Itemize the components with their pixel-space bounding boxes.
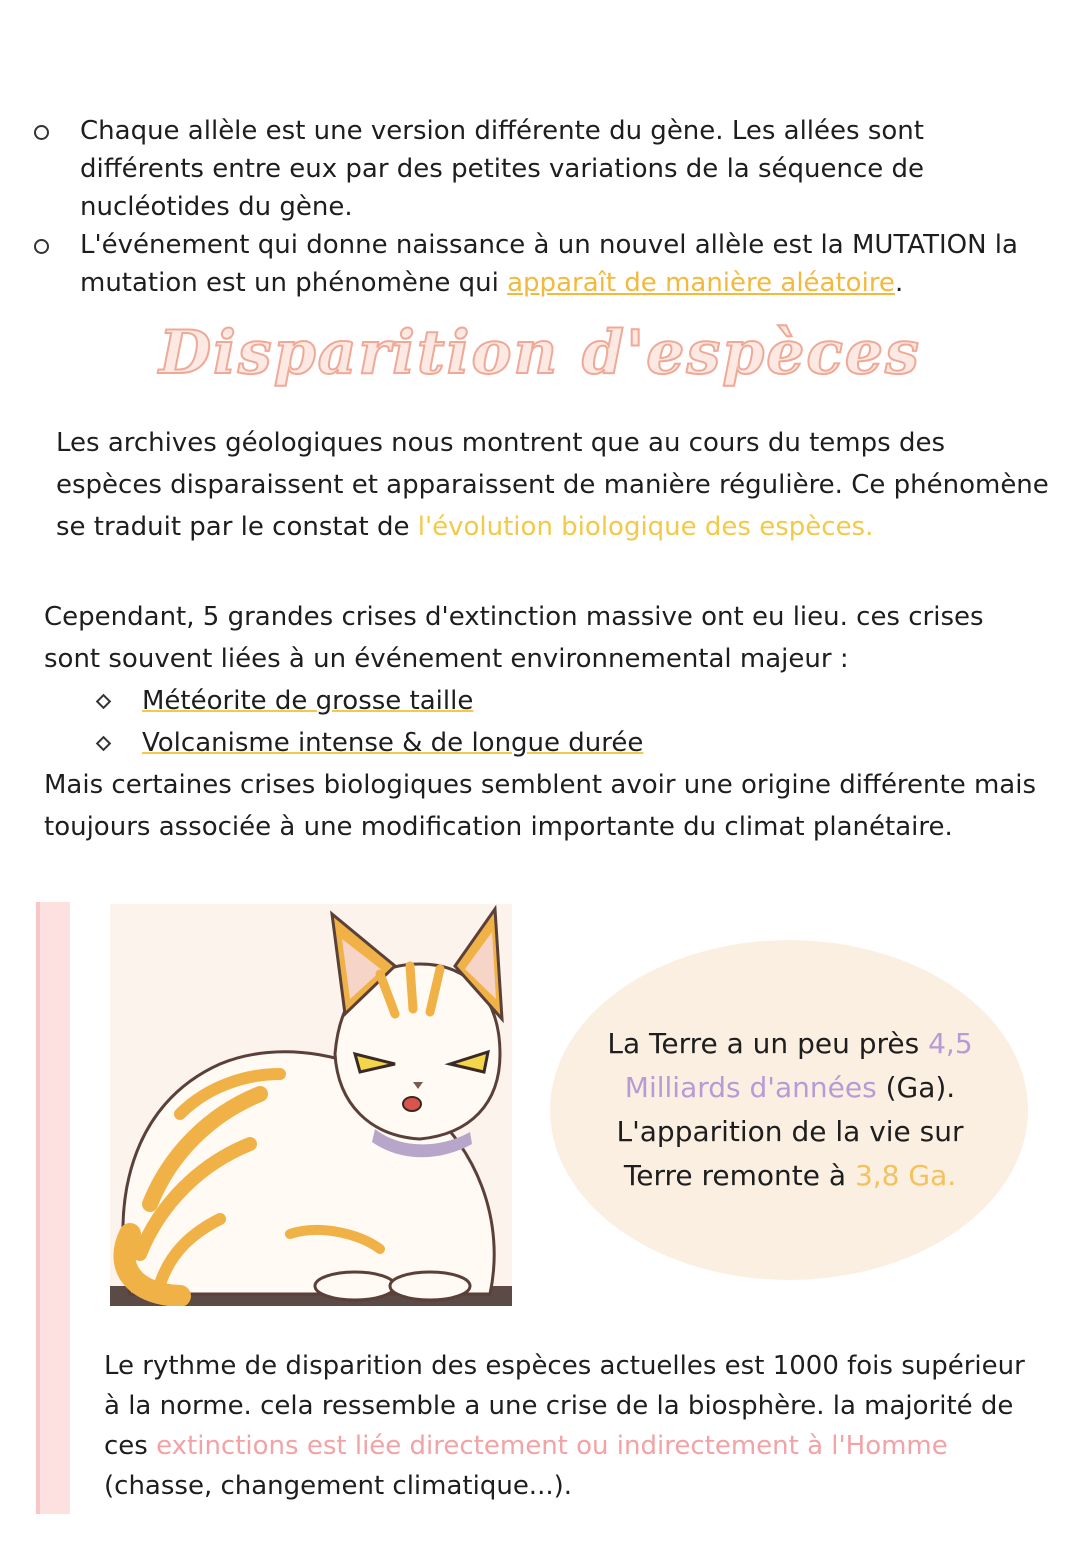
cause-meteorite: Météorite de grosse taille bbox=[142, 686, 474, 716]
paragraph-current-extinction bbox=[104, 1346, 1044, 1506]
list-item bbox=[96, 722, 1044, 764]
paragraph2-intro: Cependant, 5 grandes crises d'extinction massive ont eu lieu. ces crises sont souvent liées à un événement environnemental majeur : bbox=[44, 602, 984, 674]
bullet-mutation bbox=[34, 226, 1044, 302]
circle-bullet-icon bbox=[34, 239, 49, 254]
earth-age-info bbox=[580, 1022, 1000, 1198]
pink-margin-bar bbox=[36, 902, 70, 1514]
info-line-3: L'apparition de la vie sur bbox=[616, 1115, 964, 1148]
top-bullet-list bbox=[34, 112, 1044, 302]
info-line-1-text: La Terre a un peu près bbox=[607, 1027, 929, 1060]
section-title: Disparition d'espèces bbox=[159, 318, 921, 388]
diamond-bullet-icon bbox=[96, 736, 112, 752]
paragraph3-highlight: extinctions est liée directement ou indirectement à l'Homme bbox=[156, 1431, 948, 1461]
earth-age-value: 4,5 bbox=[928, 1027, 973, 1060]
info-line-1 bbox=[580, 1022, 1000, 1066]
info-line-2-text: (Ga). bbox=[876, 1071, 956, 1104]
paragraph-extinction-crises bbox=[44, 596, 1044, 848]
paragraph1-text: Les archives géologiques nous montrent que au cours du temps des espèces disparaissent et apparaissent de manière régulière. Ce phénomène se traduit par le constat de bbox=[56, 428, 1049, 542]
paragraph-geological-archives bbox=[56, 422, 1056, 548]
info-line-2 bbox=[580, 1066, 1000, 1110]
cat-image-icon bbox=[110, 904, 512, 1306]
paragraph3-end: (chasse, changement climatique...). bbox=[104, 1471, 573, 1501]
bullet-mutation-text: L'événement qui donne naissance à un nouvel allèle est la MUTATION la mutation est un phénomène qui bbox=[80, 230, 1018, 298]
cat-illustration bbox=[110, 904, 512, 1306]
circle-bullet-icon bbox=[34, 125, 49, 140]
bullet-allele-text: Chaque allèle est une version différente du gène. Les allées sont différents entre eux par des petites variations de la séquence de nucléotides du gène. bbox=[80, 116, 925, 222]
crisis-causes-list bbox=[44, 680, 1044, 764]
bullet-mutation-highlight: apparaît de manière aléatoire bbox=[507, 268, 895, 298]
diamond-bullet-icon bbox=[96, 694, 112, 710]
paragraph3-text: Le rythme de disparition des espèces actuelles est 1000 fois supérieur à la norme. cela ressemble a une crise de la biosphère. la majorité de ces bbox=[104, 1351, 1025, 1461]
info-line-4-text: Terre remonte à bbox=[623, 1159, 855, 1192]
cause-volcanism: Volcanisme intense & de longue durée bbox=[142, 728, 644, 758]
paragraph1-highlight: l'évolution biologique des espèces. bbox=[417, 512, 874, 542]
life-origin-value: 3,8 Ga. bbox=[854, 1159, 957, 1192]
bullet-mutation-end: . bbox=[894, 268, 904, 298]
paragraph2-outro: Mais certaines crises biologiques semblent avoir une origine différente mais toujours associée à une modification importante du climat planétaire. bbox=[44, 770, 1037, 842]
billion-years-label: Milliards d'années bbox=[624, 1071, 877, 1104]
list-item bbox=[96, 680, 1044, 722]
info-line-4 bbox=[580, 1154, 1000, 1198]
bullet-allele bbox=[34, 112, 1044, 226]
